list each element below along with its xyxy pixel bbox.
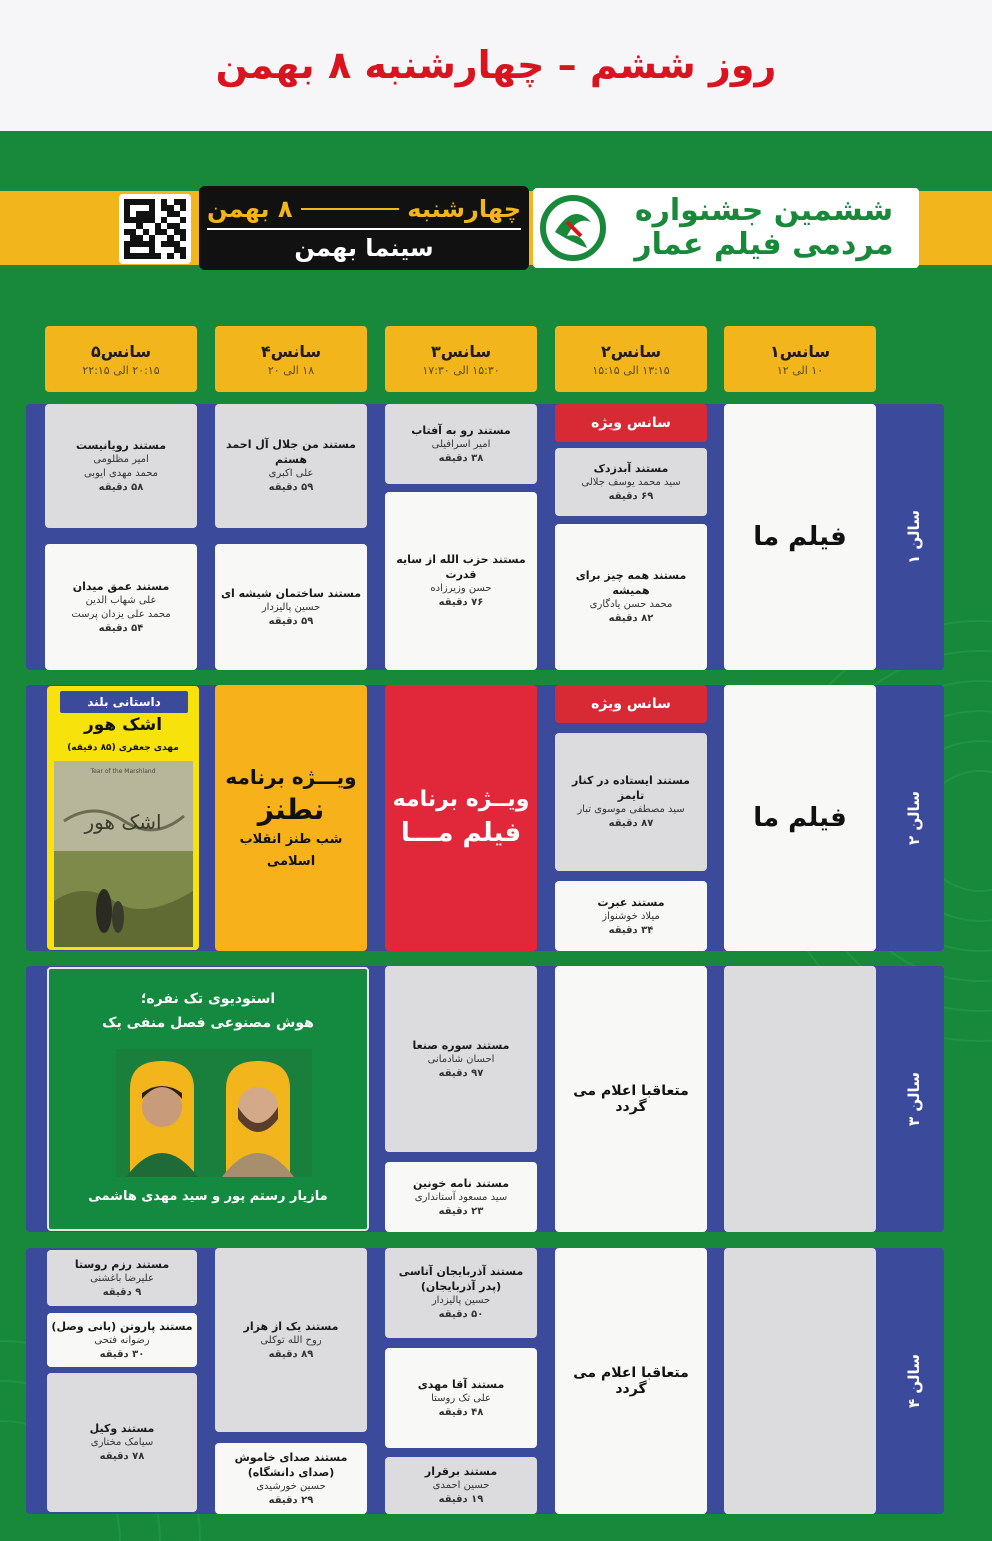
- h3-studio-program[interactable]: [47, 967, 369, 1231]
- venue-name: سینما بهمن: [294, 234, 434, 262]
- film-duration: ۸۹ دقیقه: [268, 1348, 314, 1360]
- h2-s4-special-program[interactable]: [215, 685, 367, 951]
- film-duration: ۵۹ دقیقه: [268, 615, 314, 627]
- hall-name: سالن ۳: [905, 1072, 923, 1126]
- h1-s3a-cell[interactable]: [385, 404, 537, 484]
- session-time: ۲۰:۱۵ الی ۲۲:۱۵: [82, 363, 160, 377]
- film-director: حسن وزیرزاده: [430, 583, 492, 594]
- film-director-2: محمد علی یزدان پرست: [71, 608, 171, 620]
- film-title: مستند یک از هزار: [243, 1319, 339, 1333]
- tba-label: متعاقبا اعلام می گردد: [573, 1083, 689, 1115]
- session-5-header: [45, 326, 197, 392]
- film-director: سید مسعود آستانداری: [414, 1191, 508, 1203]
- film-duration: ۵۹ دقیقه: [268, 482, 314, 493]
- h1-s5a-cell[interactable]: [45, 404, 197, 528]
- film-title: مستند برقرار: [424, 1465, 498, 1478]
- session-time: ۱۳:۱۵ الی ۱۵:۱۵: [592, 363, 670, 377]
- film-director: مهدی جعفری (۸۵ دقیقه): [67, 743, 179, 753]
- program-label: ویــژه برنامه: [392, 787, 530, 812]
- qr-code[interactable]: [119, 194, 191, 264]
- h1-s5b-cell[interactable]: [45, 544, 197, 670]
- film-director: محمد حسن یادگاری: [589, 599, 673, 610]
- film-director: امیر اسرافیلی: [431, 438, 491, 450]
- h4-s2-cell[interactable]: [555, 1248, 707, 1514]
- date-dash: [301, 208, 400, 210]
- date-line: [207, 192, 521, 226]
- h1-special-badge: [555, 404, 707, 442]
- h4-s3b-cell[interactable]: [385, 1348, 537, 1448]
- film-director: حسین پالیزدار: [431, 1295, 491, 1306]
- film-title: مستند صدای خاموش (صدای دانشگاه): [234, 1450, 348, 1479]
- h1-s2b-cell[interactable]: [555, 524, 707, 670]
- session-name: سانس۴: [260, 341, 322, 361]
- film-duration: ۵۴ دقیقه: [98, 622, 144, 634]
- film-title: مستند همه چیز برای همیشه: [575, 569, 687, 597]
- film-ma-label: فیلم ما: [753, 803, 847, 833]
- h4-s5a-cell[interactable]: [47, 1250, 197, 1306]
- h4-s4b-cell[interactable]: [215, 1443, 367, 1514]
- film-duration: ۱۹ دقیقه: [438, 1494, 484, 1505]
- hall-label: [884, 1248, 944, 1514]
- session-name: سانس۱: [769, 341, 831, 361]
- special-label: سانس ویژه: [591, 696, 671, 712]
- session-name: سانس۲: [600, 341, 662, 361]
- film-duration: ۲۹ دقیقه: [268, 1494, 314, 1506]
- h3-s3a-cell[interactable]: [385, 966, 537, 1152]
- film-title: مستند ساختمان شیشه ای: [220, 586, 362, 600]
- hall-label: [884, 685, 944, 951]
- session-time: ۱۸ الی ۲۰: [267, 363, 315, 377]
- session-1-header: [724, 326, 876, 392]
- film-director: سید محمد یوسف جلالی: [581, 476, 681, 488]
- h3-s2-cell[interactable]: [555, 966, 707, 1232]
- h1-s4a-cell[interactable]: [215, 404, 367, 528]
- logo-line-2: مردمی فیلم عمار: [634, 227, 894, 262]
- hall-name: سالن ۲: [905, 791, 923, 845]
- hall-name: سالن ۱: [905, 510, 923, 564]
- film-director: روح الله توکلی: [260, 1334, 322, 1346]
- qr-module: [180, 253, 186, 259]
- film-director: حسین پالیزدار: [261, 601, 321, 613]
- film-title: مستند رزم روستا: [74, 1257, 170, 1271]
- studio-guests: مازیار رستم پور و سید مهدی هاشمی: [88, 1189, 328, 1204]
- h1-s4b-cell[interactable]: [215, 544, 367, 670]
- film-title: مستند رویانیست: [75, 438, 167, 452]
- session-4-header: [215, 326, 367, 392]
- program-title: فیلم مـــا: [400, 818, 522, 848]
- qr-pattern: [124, 199, 186, 259]
- film-duration: ۳۰ دقیقه: [99, 1348, 145, 1360]
- date-day: چهارشنبه: [407, 195, 521, 223]
- guests-photo: [116, 1049, 312, 1177]
- film-title: مستند آبدزدک: [593, 461, 669, 475]
- film-director: حسین احمدی: [432, 1480, 490, 1491]
- h2-s2a-cell[interactable]: [555, 733, 707, 871]
- schedule-poster: [0, 131, 992, 1541]
- festival-logo: [533, 188, 919, 268]
- film-poster-image: [54, 761, 193, 947]
- film-director: امیر مظلومی: [93, 453, 149, 465]
- hall-label: [884, 966, 944, 1232]
- film-duration: ۵۸ دقیقه: [98, 481, 144, 493]
- film-ma-label: فیلم ما: [753, 522, 847, 552]
- film-title: مستند رو به آفتاب: [411, 423, 511, 437]
- session-name: سانس۳: [430, 341, 492, 361]
- tba-label: متعاقبا اعلام می گردد: [573, 1365, 689, 1397]
- hall-name: سالن ۴: [905, 1354, 923, 1408]
- h1-s2a-cell[interactable]: [555, 448, 707, 516]
- film-title: مستند پاروتن (بانی وصل): [51, 1319, 193, 1333]
- film-director: حسین خورشیدی: [256, 1480, 326, 1492]
- logo-line-1: ششمین جشنواره: [634, 193, 894, 228]
- session-name: سانس۵: [90, 341, 152, 361]
- h4-s3a-cell[interactable]: [385, 1248, 537, 1338]
- film-director: سید مصطفی موسوی تبار: [577, 804, 685, 815]
- poster-art-title: اشک هور: [84, 810, 162, 834]
- film-title: مستند وکیل: [89, 1422, 155, 1435]
- film-title: مستند حزب الله از سایه قدرت: [396, 553, 526, 581]
- film-director: احسان شادمانی: [427, 1053, 495, 1065]
- film-director: میلاد خوشنواز: [602, 910, 660, 922]
- page-title: روز ششم – چهارشنبه ۸ بهمن: [215, 43, 777, 87]
- film-director: علی شهاب الدین: [85, 594, 157, 606]
- studio-subtitle: هوش مصنوعی فصل منفی یک: [102, 1015, 314, 1031]
- session-time: ۱۰ الی ۱۲: [776, 363, 824, 377]
- film-duration: ۸۷ دقیقه: [608, 818, 654, 829]
- film-duration: ۶۹ دقیقه: [608, 490, 654, 502]
- h4-s4a-cell[interactable]: [215, 1248, 367, 1432]
- film-title: مستند آقا مهدی: [417, 1377, 505, 1391]
- h2-s1-cell[interactable]: [724, 685, 876, 951]
- film-title: مستند عبرت: [597, 895, 665, 909]
- date-box: [199, 186, 529, 270]
- h4-s3c-cell[interactable]: [385, 1457, 537, 1514]
- film-duration: ۸۲ دقیقه: [608, 613, 654, 624]
- date-separator: [207, 228, 521, 230]
- program-label: ویـــژه برنامه: [225, 765, 357, 789]
- special-label: سانس ویژه: [591, 415, 671, 431]
- h4-s5b-cell[interactable]: [47, 1313, 197, 1367]
- film-director: علی تک روستا: [431, 1392, 491, 1404]
- film-duration: ۹ دقیقه: [102, 1286, 142, 1298]
- film-duration: ۷۶ دقیقه: [438, 597, 484, 608]
- genre-tag: داستانی بلند: [60, 691, 188, 713]
- session-3-header: [385, 326, 537, 392]
- date-num: ۸ بهمن: [207, 195, 293, 223]
- film-duration: ۹۷ دقیقه: [438, 1067, 484, 1079]
- program-subtitle: شب طنز انقلاب اسلامی: [239, 832, 343, 869]
- film-duration: ۳۴ دقیقه: [608, 924, 654, 936]
- h2-s2b-cell[interactable]: [555, 881, 707, 951]
- film-title: مستند عمق میدان: [72, 579, 170, 593]
- session-time: ۱۵:۳۰ الی ۱۷:۳۰: [422, 363, 500, 377]
- h4-s5c-cell[interactable]: [47, 1373, 197, 1512]
- film-director: علیرضا باغشنی: [90, 1272, 154, 1284]
- film-director: رضوانه فتحی: [94, 1334, 150, 1346]
- h2-s5-film-card[interactable]: [47, 686, 199, 950]
- film-title: اشک هور: [83, 715, 163, 735]
- page-header: [0, 0, 992, 130]
- film-director: علی اکبری: [268, 468, 314, 479]
- h2-special-badge: [555, 685, 707, 723]
- poster-caption: Tear of the Marshland: [90, 768, 156, 775]
- film-director-2: محمد مهدی ایوبی: [83, 467, 159, 479]
- h1-s3b-cell[interactable]: [385, 492, 537, 670]
- film-duration: ۴۸ دقیقه: [438, 1406, 484, 1418]
- hall-label: [884, 404, 944, 670]
- h3-s1-cell: [724, 966, 876, 1232]
- film-duration: ۵۰ دقیقه: [438, 1309, 484, 1320]
- h2-s3-special-program[interactable]: [385, 685, 537, 951]
- film-title: مستند نامه خونین: [412, 1176, 510, 1190]
- film-duration: ۳۸ دقیقه: [438, 452, 484, 464]
- film-director: سیامک مختاری: [90, 1437, 154, 1448]
- film-title: مستند من جلال آل احمد هستم: [226, 438, 356, 466]
- studio-title: استودیوی تک نفره؛: [140, 991, 276, 1007]
- film-title: مستند ایستاده در کنار تایمز: [571, 774, 690, 802]
- program-title: نطنز: [257, 793, 325, 826]
- h3-s3b-cell[interactable]: [385, 1162, 537, 1232]
- h4-s1-cell: [724, 1248, 876, 1514]
- ammar-emblem-icon: [537, 192, 609, 264]
- session-2-header: [555, 326, 707, 392]
- film-duration: ۷۸ دقیقه: [99, 1451, 145, 1462]
- film-duration: ۲۳ دقیقه: [438, 1205, 484, 1217]
- film-title: مستند آذربایجان آتاسی (پدر آذربایجان): [398, 1265, 524, 1293]
- film-title: مستند سوره صنعا: [412, 1038, 510, 1052]
- h1-s1-cell[interactable]: [724, 404, 876, 670]
